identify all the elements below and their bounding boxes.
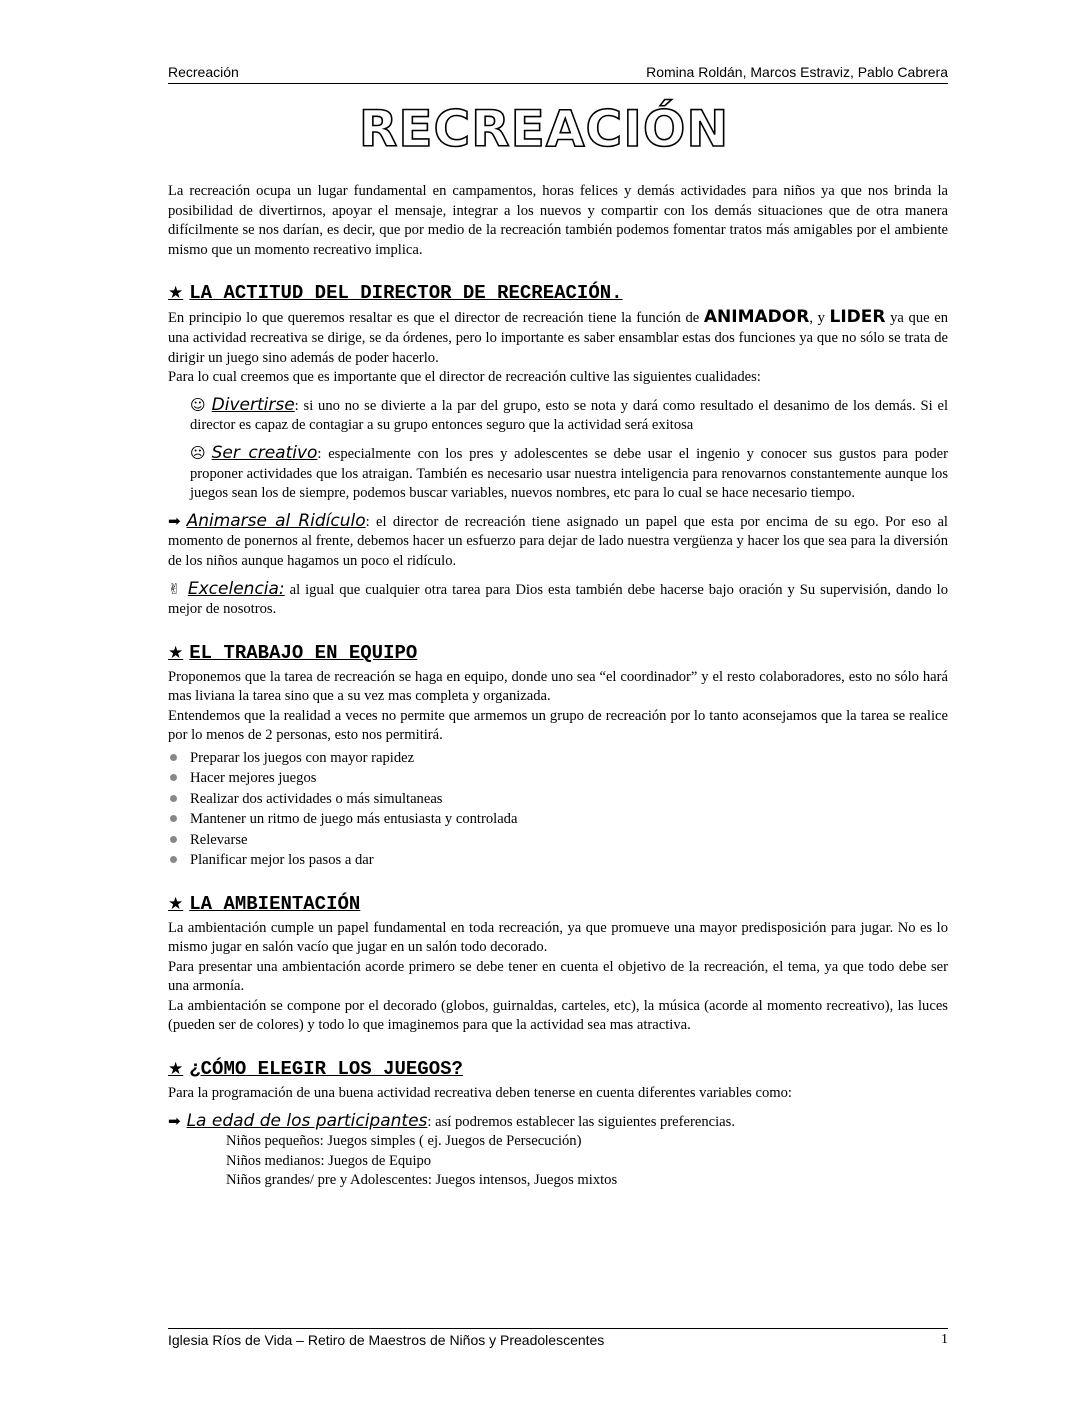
list-item [168,789,948,809]
list-item-text: Mantener un ritmo de juego más entusiasta y controlada [190,811,518,828]
equipo-paragraph-1: Proponemos que la tarea de recreación se haga en equipo, donde uno sea “el coordinador” y el resto colaboradores, esto no sólo hará mas liviana la tarea sino que a su vez mas completa y organizada. [168,668,948,705]
list-item-text: Planificar mejor los pasos a dar [190,852,374,869]
juegos-paragraph: Para la programación de una buena actividad recreativa deben tenerse en cuenta diferentes variables como: [168,1085,792,1102]
text-run: , y [809,310,830,327]
arrow-icon: ➡ [168,511,181,530]
bullet-icon [170,795,177,802]
quality-term: Divertirse [211,394,295,415]
star-icon: ★ [168,642,184,663]
ambientacion-paragraph-3: La ambientación se compone por el decorado (globos, guirnaldas, carteles, etc), la música (acorde al momento recreativo), las luces (pueden ser de colores) y todo lo que imaginemos para que la actividad sea mas atractiva. [168,997,948,1034]
age-line: Niños pequeños: Juegos simples ( ej. Juegos de Persecución) [226,1133,582,1150]
criterion-text: : así podremos establecer las siguientes preferencias. [427,1113,735,1130]
list-item-text: Realizar dos actividades o más simultaneas [190,790,443,807]
list-item [168,809,948,829]
quality-text: al igual que cualquier otra tarea para Dios esta también debe hacerse bajo oración y Su supervisión, dando lo mejor de nosotros. [168,581,948,618]
list-item [168,768,948,788]
section-heading-text: LA AMBIENTACIÓN [189,892,361,915]
section-heading-text: LA ACTITUD DEL DIRECTOR DE RECREACIÓN. [189,282,623,305]
star-icon: ★ [168,283,184,304]
list-item-text: Relevarse [190,831,248,848]
list-item-text: Preparar los juegos con mayor rapidez [190,750,415,767]
quality-creativo [168,444,948,504]
age-line: Niños grandes/ pre y Adolescentes: Juegos intensos, Juegos mixtos [226,1172,618,1189]
bullet-icon [170,754,177,761]
section-heading-actitud [168,282,948,304]
footer-left: Iglesia Ríos de Vida – Retiro de Maestros de Niños y Preadolescentes [168,1332,605,1348]
quality-excelencia [168,580,948,620]
list-item-text: Hacer mejores juegos [190,770,317,787]
page-footer [168,1328,948,1348]
quality-term: Ser creativo [211,442,318,463]
header-right: Romina Roldán, Marcos Estraviz, Pablo Cabrera [646,64,948,80]
quality-term: Animarse al Ridículo [186,510,366,531]
star-icon: ★ [168,1059,184,1080]
bullet-icon [170,856,177,863]
qualities-intro: Para lo cual creemos que es importante que el director de recreación cultive las siguientes cualidades: [168,369,761,386]
age-line: Niños medianos: Juegos de Equipo [226,1152,432,1169]
quality-text: : si uno no se divierte a la par del grupo, esto se nota y dará como resultado el desanimo de los demás. Si el director es capaz de contagiar a su grupo entonces seguro que la actividad será exitosa [190,397,948,434]
quality-text: : el director de recreación tiene asignado un papel que esta por encima de su ego. Por eso al momento de ponernos al frente, debemos hacer un esfuerzo para dejar de lado nuestra vergüenza y hacer los que sea para la diversión de los niños aunque hagamos un poco el ridículo. [168,513,948,569]
actitud-paragraph [168,308,948,368]
section-heading-text: ¿CÓMO ELEGIR LOS JUEGOS? [189,1058,463,1081]
header-left: Recreación [168,64,239,80]
face-icon: ☹ [190,443,206,462]
arrow-icon: ➡ [168,1111,181,1130]
bullet-icon [170,774,177,781]
animador-word: ANIMADOR [703,307,810,328]
list-item [168,850,948,870]
equipo-paragraph-2: Entendemos que la realidad a veces no permite que armemos un grupo de recreación por lo tanto aconsejamos que la tarea se realice por lo menos de 2 personas, esto nos permitirá. [168,707,948,744]
bullet-icon [170,836,177,843]
page-number: 1 [941,1332,948,1347]
page-header [168,58,948,84]
quality-text: : especialmente con los pres y adolescentes se debe usar el ingenio y conocer sus gustos para poder proponer actividades que los atraigan. También es necesario usar nuestra inteligencia para renovarnos constantemente aunque los juegos sean los de siempre, podemos buscar variables, nuevos nombres, etc para lo cual se hace necesario tiempo. [190,445,948,502]
text-run: ya que en una actividad recreativa se dirige, se da órdenes, pero lo importante es saber ensamblar estas dos funciones ya que no sólo se trata de dirigir un juego sino además de poder hacerlo. [168,310,948,366]
document-title: RECREACIÓN [358,100,730,158]
star-icon: ★ [168,893,184,914]
section-heading-juegos [168,1058,948,1080]
criterion-term: La edad de los participantes [186,1110,428,1131]
text-run: En principio lo que queremos resaltar es que el director de recreación tiene la función de [168,310,704,327]
benefits-list [168,748,948,870]
intro-paragraph: La recreación ocupa un lugar fundamental en campamentos, horas felices y demás actividades para niños ya que nos brinda la posibilidad de divertirnos, apoyar el mensaje, integrar a los nuevos y compartir con los demás situaciones que de otra manera difícilmente se nos darían, es decir, que por medio de la recreación también podemos fomentar tratos más amigables por el ambiente mismo que un momento recreativo implica. [168,183,948,258]
section-heading-ambientacion [168,893,948,915]
criterion-edad [168,1112,948,1133]
section-heading-text: EL TRABAJO EN EQUIPO [189,641,418,664]
list-item [168,830,948,850]
quality-term: Excelencia: [187,578,285,599]
smiley-icon: ☺ [190,395,206,414]
ambientacion-paragraph-2: Para presentar una ambientación acorde primero se debe tener en cuenta el objetivo de la recreación, el tema, ya que todo debe ser una armonía. [168,958,948,995]
list-item [168,748,948,768]
document-body [168,182,948,1191]
section-heading-equipo [168,642,948,664]
quality-ridiculo [168,512,948,572]
hand-icon: ✌ [168,579,182,598]
quality-divertirse [168,396,948,436]
ambientacion-paragraph-1: La ambientación cumple un papel fundamental en toda recreación, ya que promueve una mayor predisposición para jugar. No es lo mismo jugar en salón vacío que jugar en un salón todo decorado. [168,919,948,956]
lider-word: LIDER [829,307,886,328]
bullet-icon [170,815,177,822]
